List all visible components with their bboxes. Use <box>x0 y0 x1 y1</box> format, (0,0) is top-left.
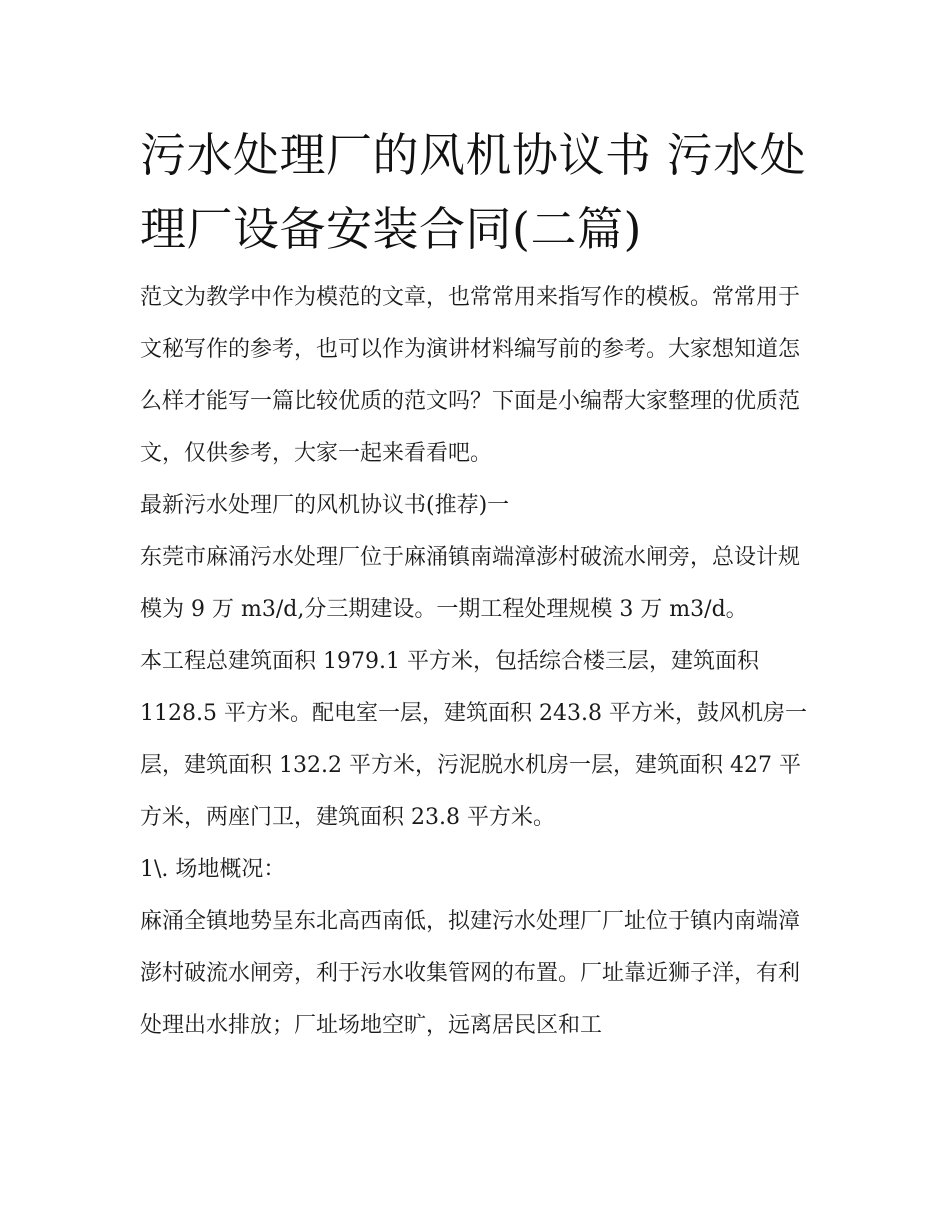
intro-paragraph: 范文为教学中作为模范的文章，也常常用来指写作的模板。常常用于文秘写作的参考，也可以作为演讲材料编写前的参考。大家想知道怎么样才能写一篇比较优质的范文吗？下面是小编帮大家整理的优质范文，仅供参考，大家一起来看看吧。 <box>140 285 801 466</box>
document-title: 污水处理厂的风机协议书 污水处理厂设备安装合同(二篇) <box>140 128 807 256</box>
section-heading: 最新污水处理厂的风机协议书(推荐)一 <box>140 493 510 518</box>
document-content <box>140 118 815 1052</box>
building-area-paragraph: 本工程总建筑面积 1979.1 平方米，包括综合楼三层，建筑面积 1128.5 平方米。配电室一层，建筑面积 243.8 平方米，鼓风机房一层，建筑面积 132.2 平方米，污泥脱水机房一层，建筑面积 427 平方米，两座门卫，建筑面积 23.8 平方米。 <box>140 649 807 830</box>
terrain-paragraph: 麻涌全镇地势呈东北高西南低，拟建污水处理厂厂址位于镇内南端漳澎村破流水闸旁，利于污水收集管网的布置。厂址靠近狮子洋，有利处理出水排放；厂址场地空旷，远离居民区和工 <box>140 909 801 1038</box>
plant-location-paragraph: 东莞市麻涌污水处理厂位于麻涌镇南端漳澎村破流水闸旁，总设计规模为 9 万 m3/d,分三期建设。一期工程处理规模 3 万 m3/d。 <box>140 545 801 622</box>
document-body <box>140 272 815 1052</box>
site-overview-heading: 1\. 场地概况： <box>140 857 286 882</box>
